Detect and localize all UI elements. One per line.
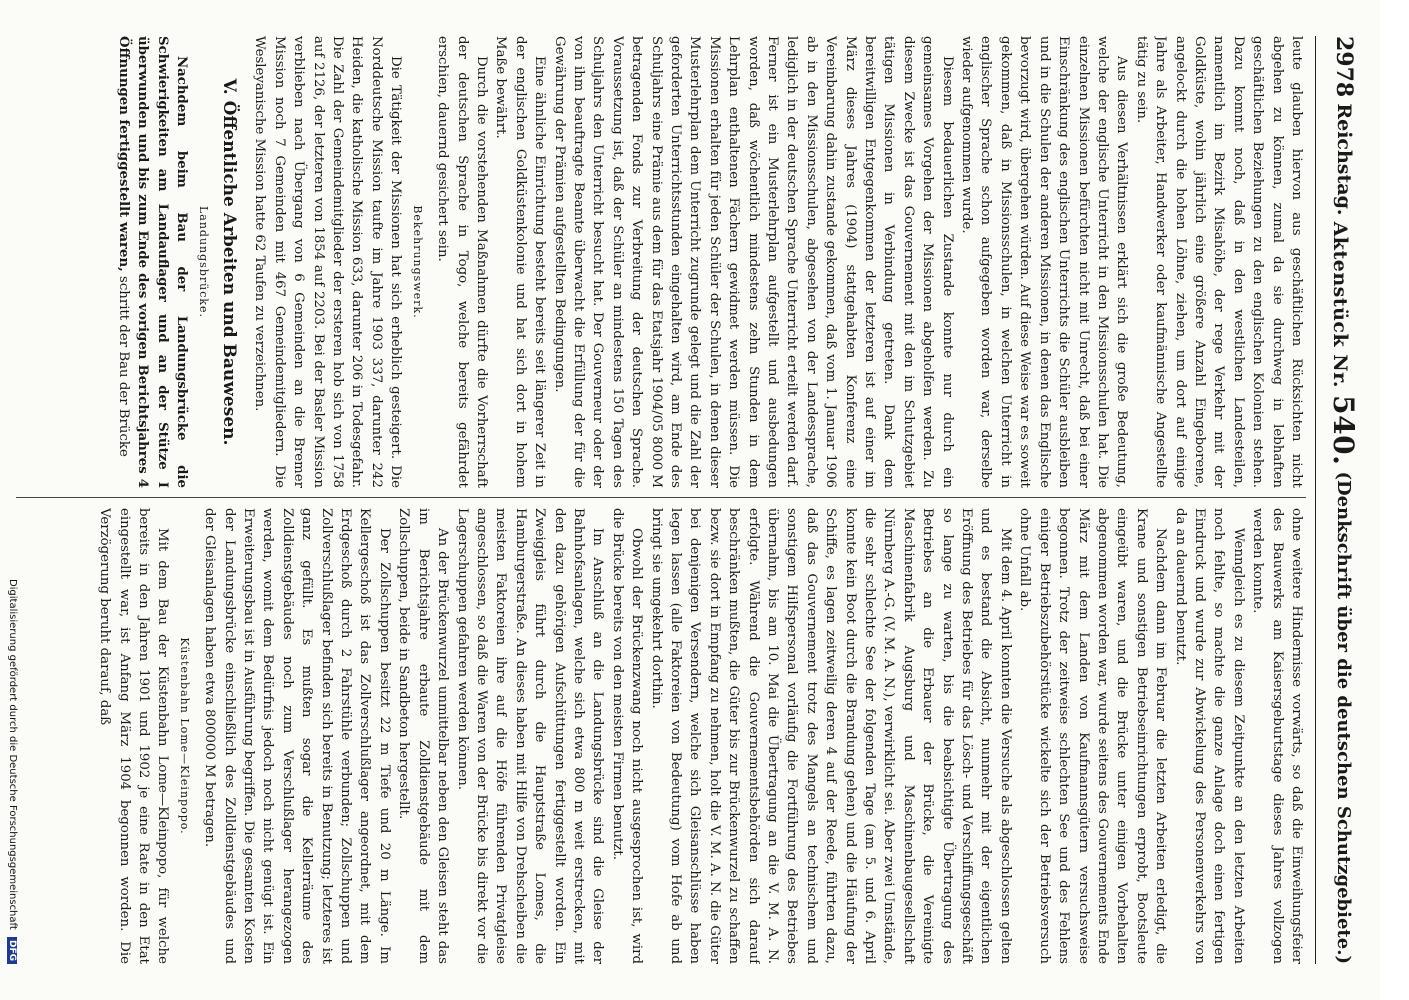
paragraph: Der Zollschuppen besitzt 22 m Tiefe und 20 m Länge. Im Kellergeschoß ist das Zollverschlußlager angeordnet, mit dem Erdgeschoß durch 2 Fahrstühle verbunden; Zollschuppen und Zollverschlußlager befinden sich bereits in Benutzung; letzteres ist ganz gefüllt. Es mußten sogar die Kellerräume des Zolldienstgebäudes noch zum Verschlußlager herangezogen werden, womit dem Bedürfnis jedoch noch nicht genügt ist. Ein Erweiterungsbau ist in Ausführung begriffen. Die gesamten Kosten der Landungsbrücke einschließlich des Zolldienstgebäudes und der Gleisanlagen haben etwa 800000 M betragen.: [202, 508, 392, 964]
right-column: [16, 508, 1306, 964]
paragraph: Eine ähnliche Einrichtung besteht bereits seit längerer Zeit in der englischen Goldküstenkolonie und hat sich dort in hohem Maße bewährt.: [493, 36, 548, 488]
page-header: [1315, 36, 1372, 964]
paragraph: An der Brückenwurzel unmittelbar neben den Gleisen steht das im Berichtsjahre erbaute Zolldienstgebäude mit dem Zollschuppen, beide in Sandbeton hergestellt.: [396, 508, 451, 964]
subheading: Landungsbrücke.: [196, 205, 210, 319]
paragraph: Nachdem dann im Februar die letzten Arbeiten erledigt, die Krane und sonstigen Betriebseinrichtungen erprobt, Bootsleute eingeübt waren, und die Brücke unter einigen Vorbehalten abgenommen worden war, wurde seitens des Gouvernements Ende März mit dem Landen von Kaufmannsgütern versuchsweise begonnen. Trotz der zeitweise schlechten See und des Fehlens einiger Betriebszubehörstücke wickelte sich der Betriebsversuch ohne Unfall ab.: [1017, 508, 1169, 964]
paragraph: Im Anschluß an die Landungsbrücke sind die Gleise der Bahnhofsanlagen, welche sich etwa 800 m weit erstrecken, mit den dazu gehörigen Aufschüttungen fertiggestellt worden. Ein Zweiggleis führt durch die Hauptstraße Lomes, die Hamburgerstraße. An dieses haben mit Hilfe von Drehscheiben die meisten Faktoreien ihre auf die Höfe führenden Privatgleise angeschlossen, so daß die Waren von der Brücke bis direkt vor die Lagerschuppen gefahren werden können.: [454, 508, 606, 964]
credit-text: Digitalisierung gefördert durch die Deutsche Forschungsgemeinschaft: [7, 578, 18, 930]
header-middle: [1328, 222, 1361, 466]
subheading: Küstenbahn Lome—Kleinpopo.: [177, 637, 191, 835]
paragraph: Mit dem 4. April konnten die Versuche als abgeschlossen gelten und es bestand die Absicht, nunmehr mit der eigentlichen Eröffnung des Betriebes für das Lösch- und Verschiffungsgeschäft so lange zu warten, bis die beabsichtigte Übertragung des Betriebes an die Erbauer der Brücke, die Vereinigte Maschinenfabrik Augsburg und Maschinenbaugesellschaft Nürnberg A.-G. (V. M. A. N.), verwirklicht sei. Aber zwei Umstände, die sehr schlechte See der folgenden Tage (am 5. und 6. April konnte kein Boot durch die Brandung gehen) und die Häufung der Schiffe, es lagen zeitweilig deren 4 auf der Reede, führten dazu, daß das Gouvernement trotz des Mangels an technischem und sonstigem Hilfspersonal vorläufig die Fortführung des Betriebes übernahm, bis am 10. Mai die Übertragung an die V. M. A. N. erfolgte. Während die Gouvernementsbehörden sich darauf beschränken mußten, die Güter bis zur Brückenwurzel zu schaffen bezw. sie dort in Empfang zu nehmen, holt die V. M. A. N. die Güter bei denjenigen Versendern, welche sich Gleisanschlüsse haben legen lassen (alle Faktoreien von Bedeutung) vom Hofe ab und bringt sie umgekehrt dorthin.: [648, 508, 1013, 964]
header-right: (Denkschrift über die deutschen Schutzgebiete.): [1333, 471, 1355, 964]
column-divider: [16, 497, 1306, 498]
left-column: [16, 36, 1306, 488]
paragraph: Mit dem Bau der Küstenbahn Lome—Kleinpopo, für welche bereits in den Jahren 1901 und 1902 je eine Rate in den Etat eingestellt war, ist Anfang März 1904 begonnen worden. Die Verzögerung beruht darauf, daß: [97, 508, 171, 964]
digitization-credit: [2, 36, 18, 964]
paragraph-continuation: schritt der Bau der Brücke: [116, 276, 132, 457]
subheading: Bekehrungswerk.: [410, 205, 424, 319]
section-heading: V. Öffentliche Arbeiten und Bauwesen.: [219, 78, 240, 446]
header-document-number: 540.: [1327, 395, 1361, 466]
paragraph: Wenngleich es zu diesem Zeitpunkte an den letzten Arbeiten noch fehlte, so machte die ganze Anlage doch einen fertigen Eindruck und wurde zur Abwickelung des Personenverkehrs von da an dauernd benutzt.: [1172, 508, 1246, 964]
header-left: Reichstag.: [1333, 103, 1355, 216]
paragraph: [114, 36, 192, 488]
paragraph: ohne weitere Hindernisse vorwärts, so daß die Einweihungsfeier des Bauwerks am Kaisersgeburtstage dieses Jahres vollzogen werden konnte.: [1250, 508, 1304, 964]
paragraph: Die Tätigkeit der Missionen hat sich erheblich gesteigert. Die Norddeutsche Mission taufte im Jahre 1903 337, darunter 242 Heiden, die katholische Mission 633, darunter 206 in Todesgefahr. Die Zahl der Gemeindemitglieder der ersteren hob sich von 1758 auf 2126, der letzteren von 1854 auf 2203. Bei der Basler Mission verblieben nach Übergang von 6 Gemeinden an die Bremer Mission noch 7 Gemeinden mit 467 Gemeindemitgliedern. Die Wesleyanische Mission hatte 62 Taufen zu verzeichnen.: [252, 36, 404, 488]
bold-lead-text: Nachdem beim Bau der Landungsbrücke die Schwierigkeiten am Landauflager und an der Stütze I überwunden und bis zum Ende des vorigen Berichtsjahres 4 Öffnungen fertiggestellt waren,: [116, 36, 190, 488]
paragraph: Durch die vorstehenden Maßnahmen dürfte die Vorherrschaft der deutschen Sprache in Togo, welche bereits gefährdet erschien, dauernd gesichert sein.: [435, 36, 489, 488]
header-middle-prefix: Aktenstück Nr.: [1329, 221, 1352, 389]
paragraph: leute glauben hiervon aus geschäftlichen Rücksichten nicht abgehen zu können, zumal da sie durchweg in lebhaften geschäftlichen Beziehungen zu den englischen Kolonien stehen. Dazu kommt noch, daß in den westlichen Landesteilen, namentlich im Bezirk Misahöhe, der rege Verkehr mit der Goldküste, wohin jährlich eine größere Anzahl Eingeborene, angelockt durch die hohen Löhne, ziehen, um dort auf einige Jahre als Arbeiter, Handwerker oder kaufmännische Angestellte tätig zu sein.: [1133, 36, 1304, 488]
paragraph: Obwohl der Brückenzwang noch nicht ausgesprochen ist, wird die Brücke bereits von den meisten Firmen benutzt.: [609, 508, 645, 964]
dfg-logo: DFG: [7, 937, 17, 964]
paragraph: Diesem bedauerlichen Zustande konnte nur durch ein gemeinsames Vorgehen der Missionen abgeholfen werden. Zu diesem Zwecke ist das Gouvernement mit den im Schutzgebiet tätigen Missionen in Verbindung getreten. Dank dem bereitwilligen Entgegenkommen der letzteren ist auf einer im März dieses Jahres (1904) stattgehabten Konferenz eine Vereinbarung dahin zustande gekommen, daß vom 1. Januar 1906 ab in den Missionsschulen, abgesehen von der Landessprache, lediglich in der deutschen Sprache Unterricht erteilt werden darf. Ferner ist ein Musterlehrplan aufgestellt und ausbedungen worden, daß wöchentlich mindestens zehn Stunden in dem Lehrplan enthaltenen Fächern gewidmet werden müssen. Die Missionen erhalten für jeden Schüler der Schulen, in denen dieser Musterlehrplan dem Unterricht zugrunde gelegt und die Zahl der geforderten Unterrichtsstunden eingehalten wird, am Ende des Schuljahrs eine Prämie aus dem für das Etatsjahr 1904/05 8000 M betragenden Fonds zur Verbreitung der deutschen Sprache. Voraussetzung ist, daß der Schüler an mindestens 150 Tagen des Schuljahrs den Unterricht besucht hat. Der Gouverneur oder der von ihm beauftragte Beamte überwacht die Erfüllung der für die Gewährung der Prämien aufgestellten Bedingungen.: [551, 36, 955, 488]
page-number: 2978: [1331, 36, 1357, 98]
paragraph: Aus diesen Verhältnissen erklärt sich die große Bedeutung, welche der englische Unterricht in den Missionsschulen hat. Die einzelnen Missionen befürchten nicht mit Unrecht, daß bei einer Einschränkung des englischen Unterrichts die Schüler ausbleiben und in die Schulen der anderen Missionen, in denen das Englische bevorzugt wird, übergehen würden. Auf diese Weise war es soweit gekommen, daß in Missionsschulen, in welchen Unterricht in englischer Sprache schon aufgegeben worden war, derselbe wieder aufgenommen wurde.: [959, 36, 1130, 488]
